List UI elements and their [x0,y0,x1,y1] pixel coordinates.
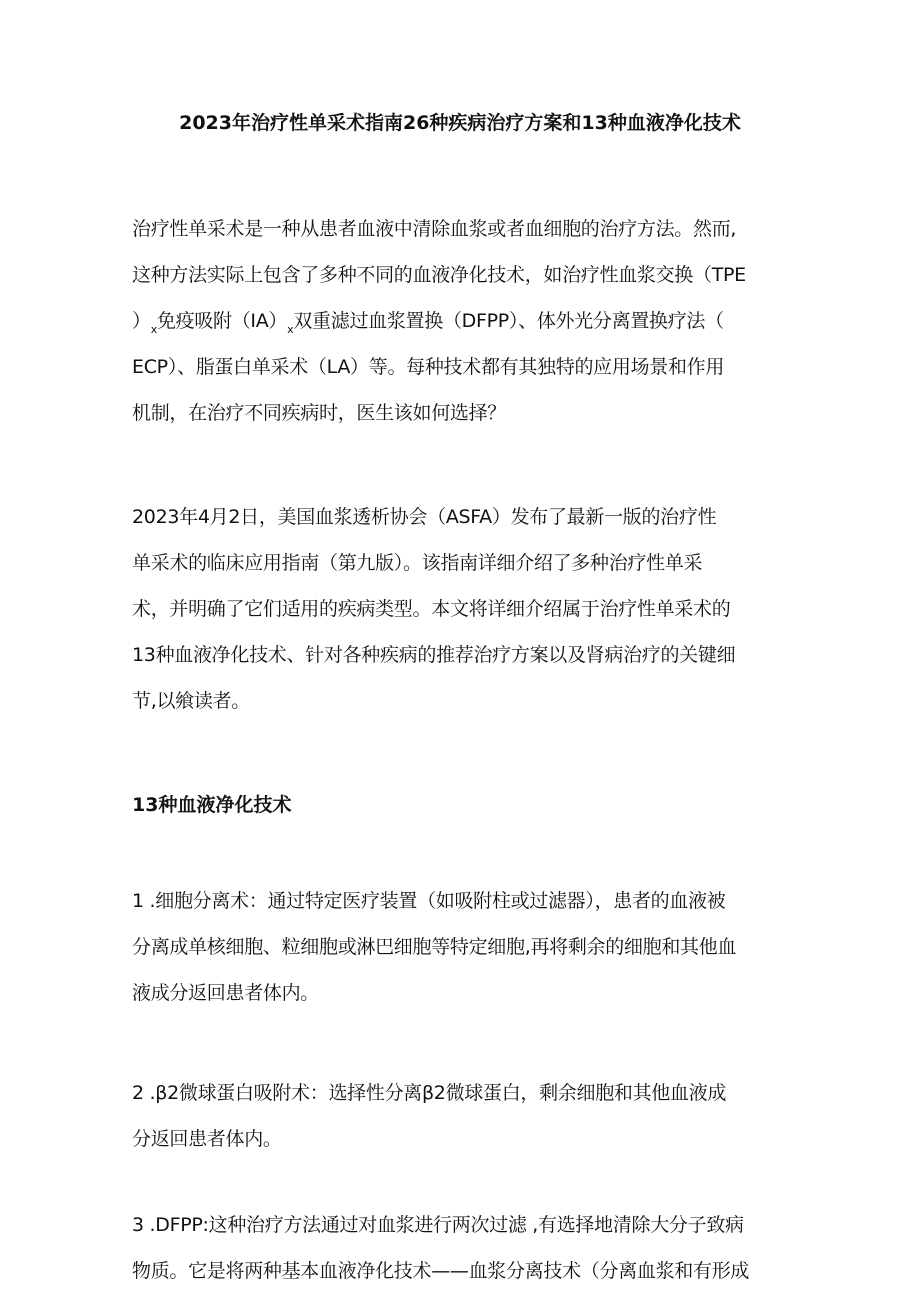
text-line: 2 .β2微球蛋白吸附术：选择性分离β2微球蛋白，剩余细胞和其他血液成 [132,1082,727,1104]
text-line: 单采术的临床应用指南（第九版）。该指南详细介绍了多种治疗性单采 [132,552,703,574]
text-line: 节,以飨读者。 [132,690,250,712]
text-line: 这种方法实际上包含了多种不同的血液净化技术，如治疗性血浆交换（TPE [132,264,746,286]
text-line: 术，并明确了它们适用的疾病类型。本文将详细介绍属于治疗性单采术的 [132,598,731,620]
text-line: 机制，在治疗不同疾病时，医生该如何选择？ [132,402,507,424]
list-item [132,1070,794,1162]
list-item [132,878,794,1016]
text-line: 分返回患者体内。 [132,1128,282,1150]
paren-close: ） [132,310,151,332]
subscript-x: x [150,323,157,336]
intro-paragraph [132,206,794,436]
text-line: 3 .DFPP:这种治疗方法通过对血浆进行两次过滤 ,有选择地清除大分子致病 [132,1214,744,1236]
text-fragment: 免疫吸附（IA） [156,310,288,332]
subscript-x: x [287,323,294,336]
text-line: 2023年4月2日，美国血浆透析协会（ASFA）发布了最新一版的治疗性 [132,506,717,528]
guideline-paragraph [132,494,794,724]
text-fragment: 双重滤过血浆置换（DFPP）、体外光分离置换疗法（ [293,310,724,332]
text-line: 物质。它是将两种基本血液净化技术——血浆分离技术（分离血浆和有形成 [132,1260,750,1282]
text-line: 1 .细胞分离术：通过特定医疗装置（如吸附柱或过滤器），患者的血液被 [132,890,726,912]
text-line: 分离成单核细胞、粒细胞或淋巴细胞等特定细胞,再将剩余的细胞和其他血 [132,936,737,958]
text-line: ECP）、脂蛋白单采术（LA）等。每种技术都有其独特的应用场景和作用 [132,356,725,378]
list-item [132,1202,794,1294]
text-line [132,298,794,344]
text-line: 治疗性单采术是一种从患者血液中清除血浆或者血细胞的治疗方法。然而, [132,218,737,240]
document-title: 2023年治疗性单采术指南26种疾病治疗方案和13种血液净化技术 [179,112,741,134]
text-line: 13种血液净化技术、针对各种疾病的推荐治疗方案以及肾病治疗的关键细 [132,644,736,666]
section-heading: 13种血液净化技术 [132,794,292,816]
text-line: 液成分返回患者体内。 [132,982,320,1004]
